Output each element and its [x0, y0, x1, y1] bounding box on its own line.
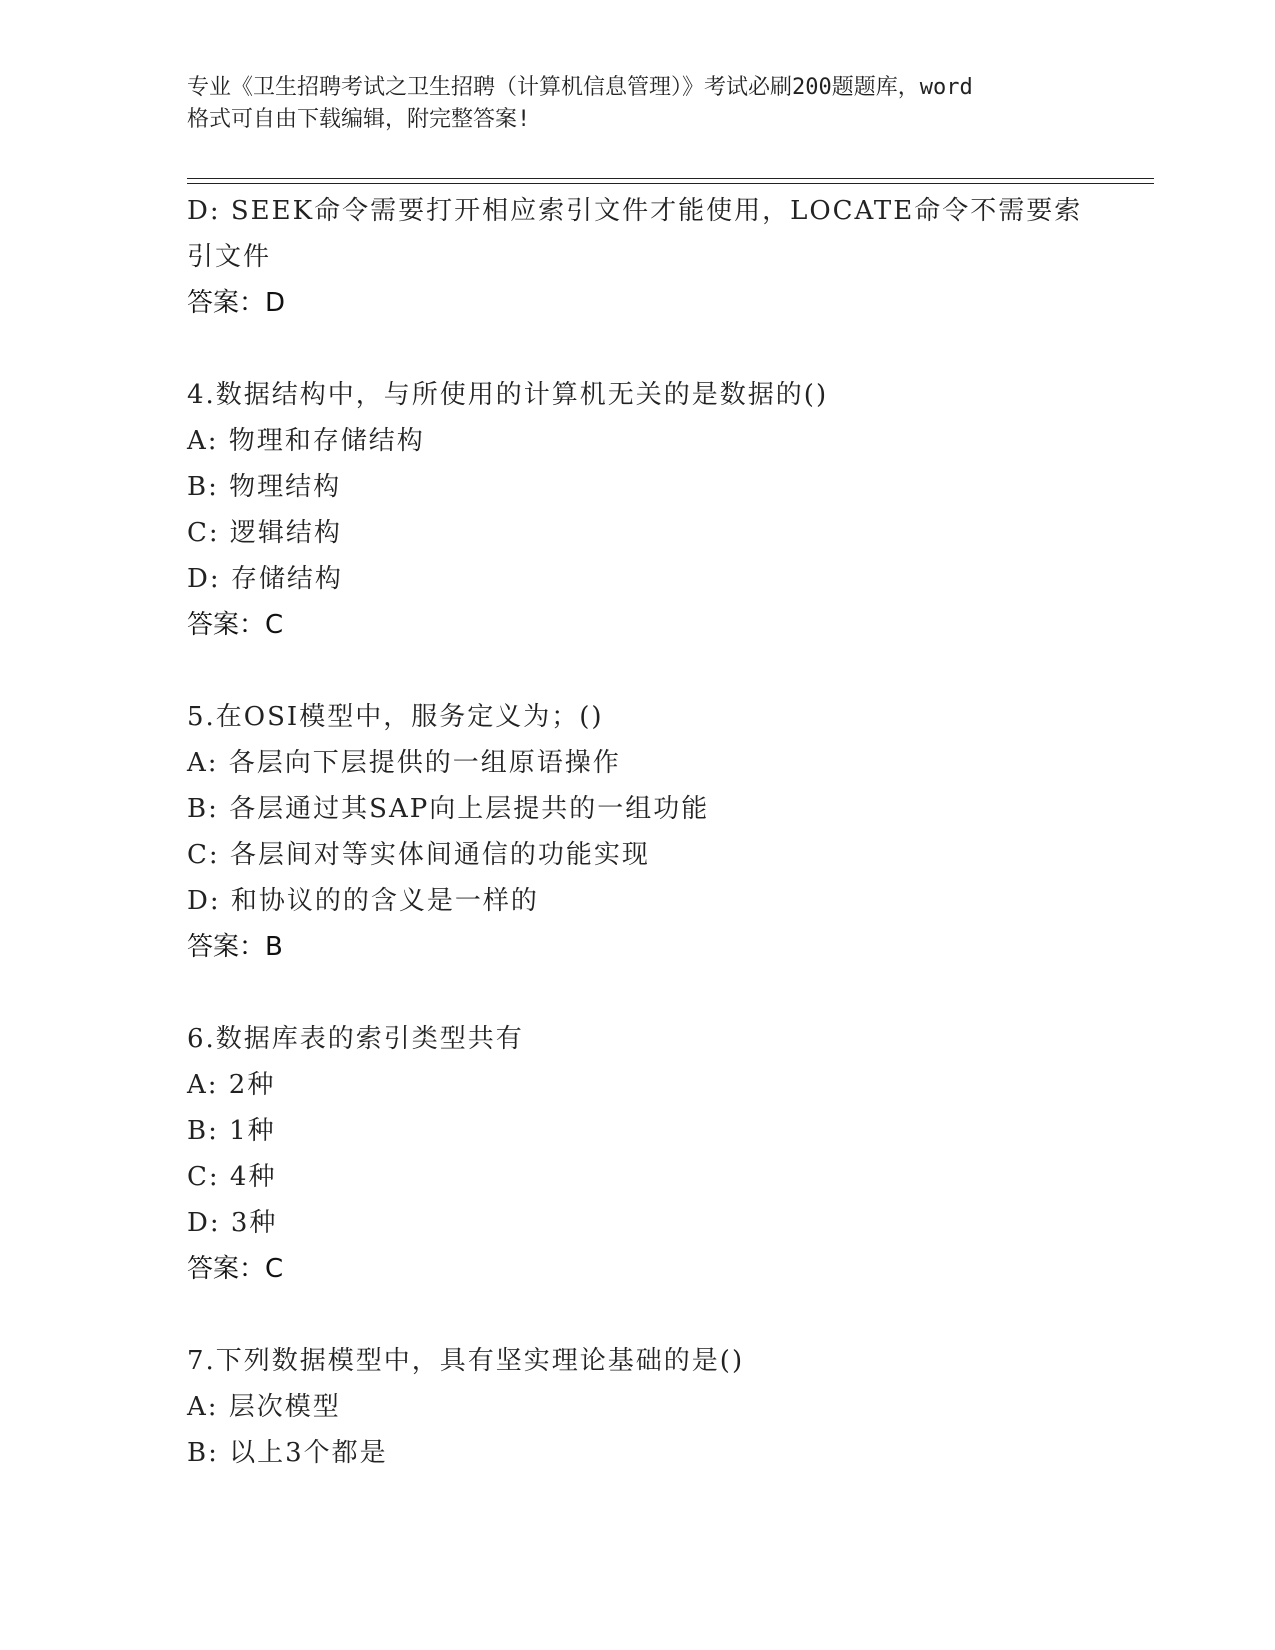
header-divider-top — [187, 178, 1154, 179]
question-gap — [187, 970, 1087, 1016]
option-d: D: 存储结构 — [187, 564, 343, 594]
document-header — [187, 72, 1087, 136]
answer-line: 答案：C — [187, 1254, 284, 1284]
question-stem: 6.数据库表的索引类型共有 — [187, 1024, 524, 1054]
option-d: D: 3种 — [187, 1208, 278, 1238]
option-b: B: 1种 — [187, 1116, 276, 1146]
option-a: A: 物理和存储结构 — [187, 426, 425, 456]
question-stem: 7.下列数据模型中，具有坚实理论基础的是() — [187, 1346, 745, 1376]
header-line-1: 专业《卫生招聘考试之卫生招聘（计算机信息管理）》考试必刷200题题库，word — [187, 75, 973, 100]
question-3-tail — [187, 188, 1087, 326]
answer-line: 答案：B — [187, 932, 283, 962]
option-d-line-1: D: SEEK命令需要打开相应索引文件才能使用，LOCATE命令不需要索 — [187, 196, 1083, 226]
option-c: C: 4种 — [187, 1162, 277, 1192]
question-content — [187, 188, 1087, 1476]
question-gap — [187, 326, 1087, 372]
question-gap — [187, 1292, 1087, 1338]
option-b: B: 物理结构 — [187, 472, 342, 502]
question-6 — [187, 1016, 1087, 1292]
question-gap — [187, 648, 1087, 694]
question-5 — [187, 694, 1087, 970]
option-d: D: 和协议的的含义是一样的 — [187, 886, 539, 916]
question-stem: 4.数据结构中，与所使用的计算机无关的是数据的() — [187, 380, 829, 410]
option-a: A: 层次模型 — [187, 1392, 341, 1422]
header-line-2: 格式可自由下载编辑，附完整答案! — [187, 107, 531, 132]
header-divider-bottom — [187, 183, 1154, 184]
question-7 — [187, 1338, 1087, 1476]
option-d-line-2: 引文件 — [187, 242, 272, 272]
answer-line: 答案：C — [187, 610, 284, 640]
option-c: C: 各层间对等实体间通信的功能实现 — [187, 840, 650, 870]
option-a: A: 2种 — [187, 1070, 276, 1100]
question-stem: 5.在OSI模型中，服务定义为；() — [187, 702, 604, 732]
option-b: B: 以上3个都是 — [187, 1438, 388, 1468]
option-a: A: 各层向下层提供的一组原语操作 — [187, 748, 621, 778]
question-4 — [187, 372, 1087, 648]
answer-line: 答案：D — [187, 288, 286, 318]
option-b: B: 各层通过其SAP向上层提共的一组功能 — [187, 794, 710, 824]
option-c: C: 逻辑结构 — [187, 518, 342, 548]
